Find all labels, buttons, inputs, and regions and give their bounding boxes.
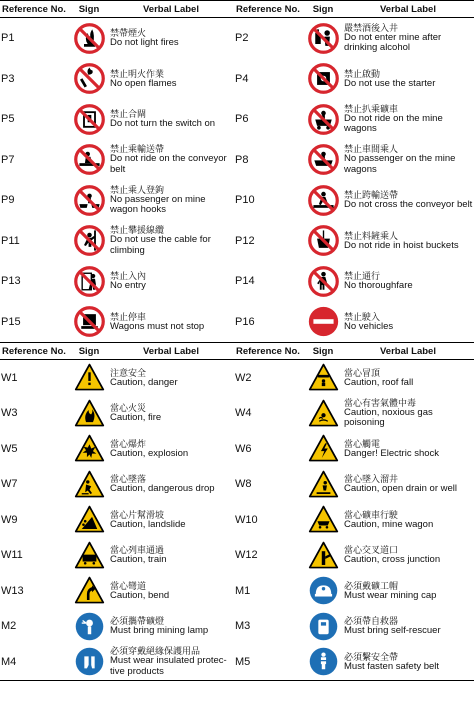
verbal-label [342,538,474,574]
label-chinese: 必須帶自救器 [344,616,399,626]
mine-wagon-icon [304,502,342,538]
verbal-label [342,99,474,140]
reference-no: P8 [235,153,249,166]
verbal-label [108,467,234,503]
no-passenger-wagon-icon [304,140,342,181]
label-english: Must bring self-rescuer [344,625,441,636]
reference-no: W12 [235,549,258,562]
no-starter-icon [304,59,342,100]
label-chinese: 當心爆炸 [110,438,147,449]
header-reference-no: Reference No. [0,1,70,18]
no-thoroughfare-icon [304,261,342,302]
electric-shock-icon [304,431,342,467]
header-verbal-label: Verbal Label [342,1,474,18]
label-chinese: 禁止入內 [110,271,147,281]
header-sign: Sign [70,1,108,18]
noxious-gas-icon [304,396,342,432]
verbal-label [108,360,234,396]
label-english: Do not enter mine after drinking alcohol [344,31,442,54]
label-english: Do not cross the conveyor belt [344,199,473,210]
explosion-icon [70,431,108,467]
no-alcohol-icon [304,18,342,59]
reference-no: M2 [1,620,17,633]
verbal-label [108,609,234,645]
label-english: Must wear mining cap [344,589,437,601]
dangerous-drop-icon [70,467,108,503]
no-ride-conveyor-icon [70,140,108,181]
verbal-label [342,644,474,680]
label-english: Caution, mine wagon [344,518,434,530]
verbal-label [108,140,234,181]
reference-no: P2 [235,32,249,45]
verbal-label [342,261,474,302]
reference-no: W10 [235,513,258,526]
header-sign: Sign [70,343,108,360]
label-chinese: 當心觸電 [344,438,381,449]
table-row [0,360,474,396]
label-chinese: 嚴禁酒後入井 [344,22,399,33]
table-row [0,18,474,59]
verbal-label [342,302,474,343]
reference-no: W4 [235,407,252,420]
label-english: Do not ride on the conveyor belt [110,153,227,175]
table-row [0,180,474,221]
verbal-label [342,140,474,181]
verbal-label [108,396,234,432]
label-chinese: 當心片幫滑坡 [110,509,165,520]
reference-no: W3 [1,407,18,420]
label-chinese: 禁止扒乘礦車 [344,103,399,114]
reference-no: P1 [1,32,15,45]
reference-no: W2 [235,371,252,384]
label-english: Wagons must not stop [110,320,205,332]
verbal-label [342,573,474,609]
label-chinese: 當心墜落 [110,474,147,484]
label-english: Caution, cross junction [344,554,441,565]
label-chinese: 禁止明火作業 [110,68,165,79]
open-drain-icon [304,467,342,503]
label-chinese: 當心礦車行駛 [344,509,399,520]
table-row [0,609,474,645]
bend-icon [70,573,108,609]
label-chinese: 必須攜帶礦燈 [110,616,165,626]
label-chinese: 禁止料鏟乘人 [344,230,399,241]
label-english: Must wear insulated protec-tive products [110,655,227,677]
no-vehicles-icon [304,302,342,343]
reference-no: P5 [1,113,15,126]
label-chinese: 必須穿戴絕緣保護用品 [110,646,201,657]
no-hook-ride-icon [70,180,108,221]
table-row [0,644,474,680]
label-english: Caution, bend [110,589,170,601]
header-reference-no: Reference No. [0,343,70,360]
table-row [0,261,474,302]
self-rescuer-icon [304,609,342,645]
verbal-label [342,467,474,503]
fire-warning-icon [70,396,108,432]
verbal-label [342,396,474,432]
label-english: No passenger on mine wagon hooks [110,193,206,216]
label-english: Caution, danger [110,376,178,388]
verbal-label [108,431,234,467]
label-english: No passenger on the mine wagons [344,153,456,175]
reference-no: W5 [1,442,18,455]
verbal-label [108,573,234,609]
label-chinese: 當心列車通過 [110,545,165,555]
label-english: Must bring mining lamp [110,625,209,636]
label-chinese: 禁止駛入 [344,311,381,322]
label-english: No vehicles [344,320,394,332]
reference-no: W13 [1,584,24,597]
reference-no: P6 [235,113,249,126]
label-english: Caution, noxious gas poisoning [344,406,433,429]
table-row [0,573,474,609]
verbal-label [342,180,474,221]
reference-no: P4 [235,72,249,85]
reference-no: P7 [1,153,15,166]
label-english: Do not use the starter [344,77,436,89]
table-row [0,140,474,181]
landslide-icon [70,502,108,538]
header-verbal-label: Verbal Label [108,1,234,18]
reference-no: P15 [1,315,21,328]
verbal-label [342,609,474,645]
reference-no: M1 [235,584,251,597]
table-row [0,396,474,432]
cross-junction-icon [304,538,342,574]
verbal-label [342,18,474,59]
label-chinese: 當心有害氣體中毒 [344,397,417,408]
roof-fall-icon [304,360,342,396]
reference-no: W9 [1,513,18,526]
label-chinese: 當心火災 [110,403,147,413]
label-chinese: 禁止跨輸送帶 [344,190,399,200]
reference-no: W1 [1,371,18,384]
table-row [0,302,474,343]
reference-no: P14 [235,275,255,288]
insulated-protection-icon [70,644,108,680]
reference-no: P10 [235,194,255,207]
verbal-label [108,221,234,262]
label-english: Must fasten safety belt [344,660,440,672]
label-chinese: 必須繫安全帶 [344,651,399,662]
label-chinese: 當心交叉道口 [344,545,399,555]
label-english: Caution, landslide [110,518,186,530]
label-english: Caution, roof fall [344,376,414,388]
header-reference-no: Reference No. [234,1,304,18]
table-row [0,467,474,503]
label-english: No entry [110,280,146,291]
safety-belt-icon [304,644,342,680]
label-chinese: 當心彎道 [110,580,147,591]
label-chinese: 禁止車間乘人 [344,144,399,155]
label-chinese: 禁止通行 [344,271,381,281]
reference-no: P3 [1,72,15,85]
label-chinese: 禁止乘人登鉤 [110,184,165,195]
verbal-label [108,99,234,140]
verbal-label [342,431,474,467]
verbal-label [108,180,234,221]
no-ride-wagon-icon [304,99,342,140]
table-row [0,502,474,538]
reference-no: P12 [235,234,255,247]
verbal-label [108,502,234,538]
label-english: Caution, fire [110,412,162,423]
train-icon [70,538,108,574]
reference-no: P16 [235,315,255,328]
verbal-label [342,59,474,100]
caution-danger-icon [70,360,108,396]
table-header-row [0,1,474,18]
label-english: No open flames [110,77,177,89]
label-english: No thoroughfare [344,280,413,291]
label-chinese: 禁止啟動 [344,68,381,79]
table-row [0,99,474,140]
no-entry-person-icon [70,261,108,302]
label-english: Caution, open drain or well [344,483,458,494]
label-chinese: 禁止攀援線纜 [110,225,165,236]
mining-cap-icon [304,573,342,609]
table-row [0,59,474,100]
verbal-label [108,302,234,343]
no-wagon-stop-icon [70,302,108,343]
label-chinese: 當心墜入溜井 [344,474,399,484]
reference-no: M3 [235,620,251,633]
no-fire-icon [70,18,108,59]
label-english: Do not ride in hoist buckets [344,239,459,251]
label-chinese: 注意安全 [110,367,147,378]
reference-no: W8 [235,478,252,491]
label-english: Caution, explosion [110,447,189,459]
label-chinese: 必須戴礦工帽 [344,580,399,591]
verbal-label [342,502,474,538]
no-switch-icon [70,99,108,140]
label-chinese: 禁止乘輸送帶 [110,144,165,155]
verbal-label [108,644,234,680]
reference-no: W11 [1,549,23,562]
verbal-label [108,59,234,100]
label-english: Caution, dangerous drop [110,483,215,494]
label-english: Do not turn the switch on [110,118,216,129]
mining-lamp-icon [70,609,108,645]
label-english: Do not use the cable for climbing [110,234,211,256]
verbal-label [108,261,234,302]
label-chinese: 禁帶煙火 [110,28,147,38]
label-english: Danger! Electric shock [344,447,440,459]
reference-no: M4 [0,644,70,680]
label-english: Do not light fires [110,37,179,48]
label-chinese: 禁止停車 [110,311,147,322]
header-sign: Sign [304,1,342,18]
verbal-label [108,538,234,574]
table-header-row [0,343,474,360]
verbal-label [342,360,474,396]
table-row [0,431,474,467]
no-hoist-bucket-icon [304,221,342,262]
label-chinese: 禁止合閘 [110,109,147,119]
table-row [0,221,474,262]
reference-no: P13 [1,275,21,288]
header-sign: Sign [304,343,342,360]
reference-no: W7 [1,478,18,491]
table-row [0,538,474,574]
reference-no: W6 [235,442,252,455]
label-english: Caution, train [110,554,167,565]
no-climb-cable-icon [70,221,108,262]
reference-no: P11 [1,234,20,247]
header-verbal-label: Verbal Label [342,343,474,360]
reference-no: P9 [1,194,15,207]
verbal-label [108,18,234,59]
no-cross-conveyor-icon [304,180,342,221]
verbal-label [342,221,474,262]
header-reference-no: Reference No. [234,343,304,360]
label-chinese: 當心冒頂 [344,367,381,378]
label-english: Do not ride on the mine wagons [344,112,443,135]
header-verbal-label: Verbal Label [108,343,234,360]
reference-no: M5 [234,644,304,680]
no-open-flame-icon [70,59,108,100]
